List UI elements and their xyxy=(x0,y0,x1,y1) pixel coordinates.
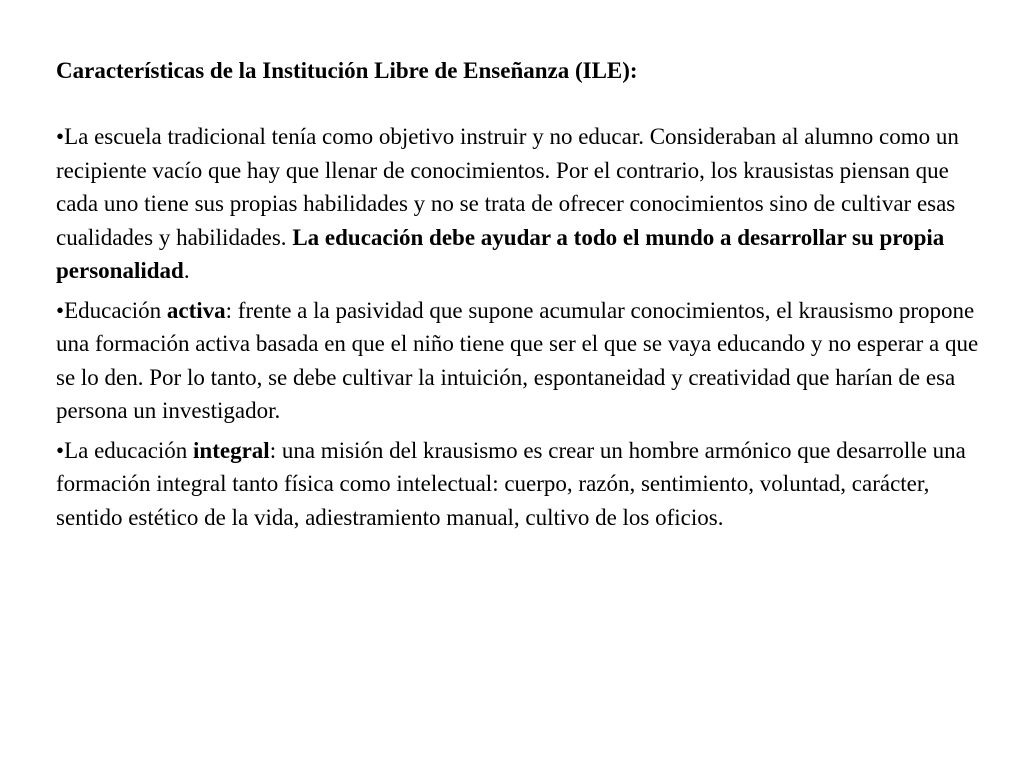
bullet-text: : una misión del krausismo es crear un hombre armónico que desarrolle una formación integral tanto física como intelectual: cuerpo, razón, sentimiento, voluntad, carácter, sentido estético de la vida, adiestramiento manual, cultivo de los oficios. xyxy=(56,437,966,530)
bullet-educacion-activa xyxy=(56,294,996,428)
bullet-educacion-integral xyxy=(56,434,996,535)
bullet-bold-text: activa xyxy=(166,297,226,323)
bullet-text: La escuela tradicional tenía como objetivo instruir y no educar. Consideraban al alumno como un recipiente vacío que hay que llenar de conocimientos. Por el contrario, los krausistas piensan que cada uno tiene sus propias habilidades y no se trata de ofrecer conocimientos sino de cultivar esas cualidades y habilidades. xyxy=(56,124,959,250)
bullet-marker: • xyxy=(56,297,65,323)
bullet-bold-text: integral xyxy=(193,437,270,463)
bullet-lead: La educación xyxy=(64,437,194,463)
slide-content xyxy=(56,54,996,540)
bullet-marker: • xyxy=(56,124,65,149)
bullet-lead: Educación xyxy=(64,297,167,323)
slide-title: Características de la Institución Libre de Enseñanza (ILE): xyxy=(56,58,638,83)
bullet-text: : frente a la pasividad que supone acumular conocimientos, el krausismo propone una formación activa basada en que el niño tiene que ser el que se vaya educando y no esperar a que se lo den. Por lo tanto, se debe cultivar la intuición, espontaneidad y creatividad que harían de esa persona un investigador. xyxy=(56,297,979,423)
bullet-tail: . xyxy=(183,258,190,283)
bullet-escuela-tradicional xyxy=(56,120,996,288)
bullet-bold-text: La educación debe ayudar a todo el mundo a desarrollar su propia personalidad xyxy=(56,224,945,283)
bullet-marker: • xyxy=(56,437,65,463)
